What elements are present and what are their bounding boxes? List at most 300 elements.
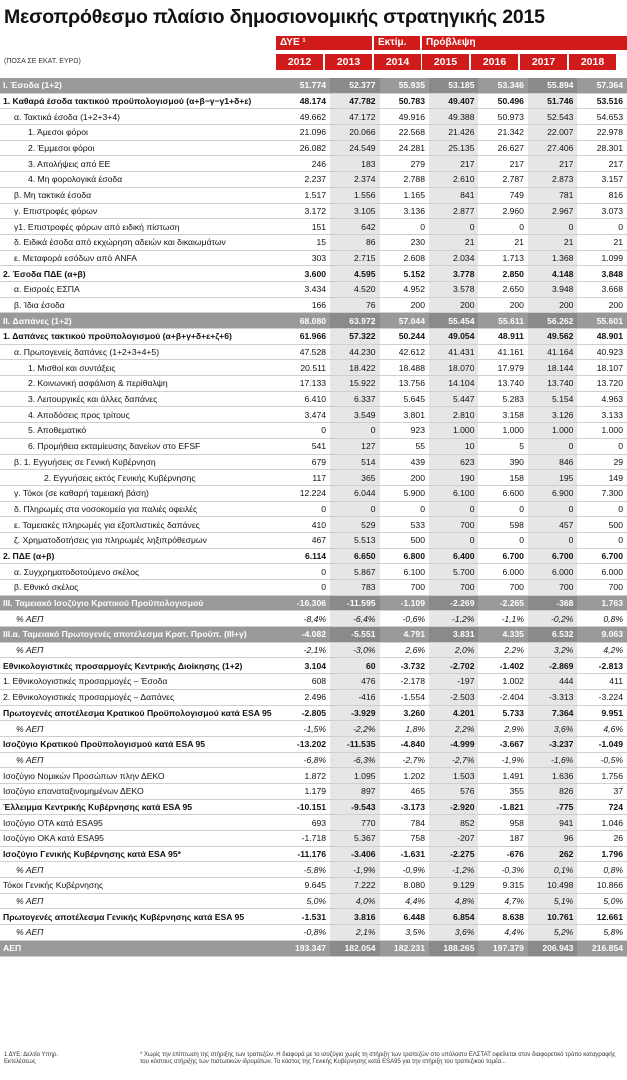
cell-2012: -10.151 xyxy=(281,799,330,815)
cell-2016: 158 xyxy=(478,470,527,486)
cell-2018: -0,5% xyxy=(577,752,627,768)
cell-2018: 22.978 xyxy=(577,125,627,141)
cell-2018: 37 xyxy=(577,783,627,799)
cell-2013: 6.044 xyxy=(330,485,379,501)
table-row xyxy=(0,391,627,407)
cell-2014: 279 xyxy=(380,156,429,172)
cell-2013: 476 xyxy=(330,674,379,690)
cell-2014: 3.136 xyxy=(380,203,429,219)
cell-2012: -11.176 xyxy=(281,846,330,862)
cell-2018: 6.700 xyxy=(577,548,627,564)
row-label: 2. Εγγυήσεις εκτός Γενικής Κυβέρνησης xyxy=(0,470,281,486)
cell-2014: 1.202 xyxy=(380,768,429,784)
cell-2013: -11.595 xyxy=(330,595,379,611)
cell-2017: 6.532 xyxy=(528,627,577,643)
cell-2018: 3.848 xyxy=(577,266,627,282)
cell-2017: 52.543 xyxy=(528,109,577,125)
row-label: 2. Κοινωνική ασφάλιση & περίθαλψη xyxy=(0,376,281,392)
cell-2017: -368 xyxy=(528,595,577,611)
cell-2018: 0 xyxy=(577,438,627,454)
cell-2012: 151 xyxy=(281,219,330,235)
cell-2015: 49.388 xyxy=(429,109,478,125)
cell-2018: 0 xyxy=(577,219,627,235)
cell-2012: 1.872 xyxy=(281,768,330,784)
row-label: δ. Πληρωμές στα νοσοκομεία για παλιές οφειλές xyxy=(0,501,281,517)
cell-2013: 897 xyxy=(330,783,379,799)
row-label: Έλλειμμα Κεντρικής Κυβέρνησης κατά ESA 95 xyxy=(0,799,281,815)
cell-2014: 24.281 xyxy=(380,140,429,156)
cell-2018: 816 xyxy=(577,187,627,203)
cell-2016: -1.821 xyxy=(478,799,527,815)
cell-2016: 1.000 xyxy=(478,423,527,439)
cell-2013: 76 xyxy=(330,297,379,313)
cell-2015: 5.447 xyxy=(429,391,478,407)
cell-2015: 4,8% xyxy=(429,893,478,909)
table-row xyxy=(0,219,627,235)
cell-2017: -2.869 xyxy=(528,658,577,674)
cell-2018: 4,2% xyxy=(577,642,627,658)
cell-2014: 57.044 xyxy=(380,313,429,329)
cell-2012: 246 xyxy=(281,156,330,172)
cell-2015: 3.831 xyxy=(429,627,478,643)
cell-2016: 50.973 xyxy=(478,109,527,125)
cell-2016: 17.979 xyxy=(478,360,527,376)
cell-2018: 1.763 xyxy=(577,595,627,611)
cell-2015: 1.503 xyxy=(429,768,478,784)
cell-2018: 724 xyxy=(577,799,627,815)
cell-2016: 2.787 xyxy=(478,172,527,188)
table-row xyxy=(0,846,627,862)
cell-2015: 3,6% xyxy=(429,925,478,941)
cell-2018: 1.046 xyxy=(577,815,627,831)
table-row xyxy=(0,266,627,282)
row-label: % ΑΕΠ xyxy=(0,642,281,658)
cell-2015: -1,2% xyxy=(429,611,478,627)
cell-2012: 3.434 xyxy=(281,281,330,297)
group-header-dye: ΔΥΕ ¹ xyxy=(276,36,372,50)
cell-2016: 21.342 xyxy=(478,125,527,141)
cell-2015: -2.503 xyxy=(429,689,478,705)
cell-2016: 48.911 xyxy=(478,329,527,345)
year-header-2015: 2015 xyxy=(422,54,469,70)
table-row xyxy=(0,893,627,909)
cell-2013: 3.816 xyxy=(330,909,379,925)
table-row xyxy=(0,909,627,925)
cell-2018: -2.813 xyxy=(577,658,627,674)
cell-2013: 60 xyxy=(330,658,379,674)
cell-2016: 50.496 xyxy=(478,93,527,109)
cell-2018: 700 xyxy=(577,580,627,596)
cell-2012: -1.531 xyxy=(281,909,330,925)
cell-2012: 0 xyxy=(281,580,330,596)
cell-2017: 5,1% xyxy=(528,893,577,909)
cell-2015: 55.454 xyxy=(429,313,478,329)
cell-2015: 623 xyxy=(429,454,478,470)
cell-2018: 12.661 xyxy=(577,909,627,925)
cell-2013: -9.543 xyxy=(330,799,379,815)
cell-2016: -1,9% xyxy=(478,752,527,768)
cell-2017: 56.262 xyxy=(528,313,577,329)
cell-2013: 183 xyxy=(330,156,379,172)
cell-2016: 2.960 xyxy=(478,203,527,219)
table-row xyxy=(0,172,627,188)
cell-2017: 457 xyxy=(528,517,577,533)
cell-2015: 25.135 xyxy=(429,140,478,156)
cell-2014: -2.178 xyxy=(380,674,429,690)
table-row xyxy=(0,501,627,517)
cell-2015: 49.054 xyxy=(429,329,478,345)
cell-2016: 53.346 xyxy=(478,78,527,93)
cell-2014: 18.488 xyxy=(380,360,429,376)
cell-2013: -3,0% xyxy=(330,642,379,658)
row-label: Ισοζύγιο ΟΤΑ κατά ESA95 xyxy=(0,815,281,831)
cell-2017: 18.144 xyxy=(528,360,577,376)
cell-2015: -2.920 xyxy=(429,799,478,815)
cell-2012: 6.410 xyxy=(281,391,330,407)
cell-2012: 2.237 xyxy=(281,172,330,188)
cell-2014: 700 xyxy=(380,580,429,596)
cell-2013: 4.520 xyxy=(330,281,379,297)
cell-2018: 54.653 xyxy=(577,109,627,125)
cell-2018: 9.063 xyxy=(577,627,627,643)
cell-2012: 3.104 xyxy=(281,658,330,674)
cell-2016: -1,1% xyxy=(478,611,527,627)
cell-2013: -11.535 xyxy=(330,736,379,752)
cell-2015: 6.400 xyxy=(429,548,478,564)
cell-2016: -1.402 xyxy=(478,658,527,674)
table-row xyxy=(0,140,627,156)
cell-2012: 679 xyxy=(281,454,330,470)
cell-2017: -775 xyxy=(528,799,577,815)
cell-2015: -207 xyxy=(429,831,478,847)
units-label: (ΠΟΣΑ ΣΕ ΕΚΑΤ. ΕΥΡΩ) xyxy=(4,58,81,65)
cell-2015: 21.426 xyxy=(429,125,478,141)
year-header-2013: 2013 xyxy=(325,54,372,70)
cell-2014: 4.791 xyxy=(380,627,429,643)
cell-2015: -2,7% xyxy=(429,752,478,768)
cell-2013: 2,1% xyxy=(330,925,379,941)
cell-2016: -2.404 xyxy=(478,689,527,705)
cell-2017: 195 xyxy=(528,470,577,486)
cell-2016: 6.600 xyxy=(478,485,527,501)
row-label: 5. Αποθεματικό xyxy=(0,423,281,439)
cell-2017: 206.943 xyxy=(528,940,577,956)
cell-2013: 52.377 xyxy=(330,78,379,93)
table-row xyxy=(0,470,627,486)
cell-2018: 411 xyxy=(577,674,627,690)
year-header-2016: 2016 xyxy=(471,54,518,70)
cell-2017: 6.700 xyxy=(528,548,577,564)
cell-2017: 781 xyxy=(528,187,577,203)
year-header-2014: 2014 xyxy=(374,54,421,70)
cell-2018: 6.000 xyxy=(577,564,627,580)
cell-2017: 217 xyxy=(528,156,577,172)
cell-2018: 9.951 xyxy=(577,705,627,721)
cell-2014: 50.783 xyxy=(380,93,429,109)
table-row xyxy=(0,925,627,941)
cell-2018: 3.157 xyxy=(577,172,627,188)
cell-2018: 5,8% xyxy=(577,925,627,941)
cell-2017: 21 xyxy=(528,234,577,250)
cell-2016: 2.650 xyxy=(478,281,527,297)
row-label: 2. Έσοδα ΠΔΕ (α+β) xyxy=(0,266,281,282)
cell-2018: 1.000 xyxy=(577,423,627,439)
table-row xyxy=(0,752,627,768)
cell-2015: 1.000 xyxy=(429,423,478,439)
cell-2014: -1.109 xyxy=(380,595,429,611)
cell-2014: -1.631 xyxy=(380,846,429,862)
cell-2016: 958 xyxy=(478,815,527,831)
row-label: β. Ίδια έσοδα xyxy=(0,297,281,313)
cell-2014: 465 xyxy=(380,783,429,799)
table-row xyxy=(0,297,627,313)
cell-2017: 51.746 xyxy=(528,93,577,109)
cell-2016: 6.000 xyxy=(478,564,527,580)
cell-2017: 10.498 xyxy=(528,878,577,894)
cell-2018: 53.516 xyxy=(577,93,627,109)
table-row xyxy=(0,940,627,956)
group-header-forecast: Πρόβλεψη xyxy=(422,36,627,50)
cell-2018: 4,6% xyxy=(577,721,627,737)
cell-2015: 852 xyxy=(429,815,478,831)
row-label: α. Τακτικά έσοδα (1+2+3+4) xyxy=(0,109,281,125)
cell-2012: -16.306 xyxy=(281,595,330,611)
table-row xyxy=(0,250,627,266)
table-row xyxy=(0,313,627,329)
cell-2016: 749 xyxy=(478,187,527,203)
cell-2016: 4.335 xyxy=(478,627,527,643)
cell-2014: 2.788 xyxy=(380,172,429,188)
cell-2015: 3.578 xyxy=(429,281,478,297)
row-label: 1. Εθνικολογιστικές προσαρμογές – Έσοδα xyxy=(0,674,281,690)
cell-2017: -3.313 xyxy=(528,689,577,705)
cell-2013: 0 xyxy=(330,501,379,517)
cell-2013: -416 xyxy=(330,689,379,705)
cell-2018: 55.601 xyxy=(577,313,627,329)
cell-2017: 2.873 xyxy=(528,172,577,188)
cell-2018: 216.854 xyxy=(577,940,627,956)
row-label: δ. Ειδικά έσοδα από εκχώρηση αδειών και δικαιωμάτων xyxy=(0,234,281,250)
cell-2013: 44.230 xyxy=(330,344,379,360)
cell-2015: 2,0% xyxy=(429,642,478,658)
cell-2015: 49.407 xyxy=(429,93,478,109)
cell-2018: 200 xyxy=(577,297,627,313)
cell-2012: 9.645 xyxy=(281,878,330,894)
cell-2017: 6.900 xyxy=(528,485,577,501)
cell-2017: 3,6% xyxy=(528,721,577,737)
table-row xyxy=(0,454,627,470)
row-label: β. Εθνικό σκέλος xyxy=(0,580,281,596)
cell-2015: -2.702 xyxy=(429,658,478,674)
cell-2016: 187 xyxy=(478,831,527,847)
cell-2012: 3.172 xyxy=(281,203,330,219)
table-row xyxy=(0,548,627,564)
row-label: 2. Έμμεσοι φόροι xyxy=(0,140,281,156)
table-row xyxy=(0,878,627,894)
row-label: I. Έσοδα (1+2) xyxy=(0,78,281,93)
table-row xyxy=(0,281,627,297)
cell-2013: 1.556 xyxy=(330,187,379,203)
cell-2017: 262 xyxy=(528,846,577,862)
cell-2012: 47.528 xyxy=(281,344,330,360)
cell-2015: 4.201 xyxy=(429,705,478,721)
cell-2017: 96 xyxy=(528,831,577,847)
table-row xyxy=(0,376,627,392)
cell-2016: 1.713 xyxy=(478,250,527,266)
row-label: Εθνικολογιστικές προσαρμογές Κεντρικής Διοίκησης (1+2) xyxy=(0,658,281,674)
table-row xyxy=(0,93,627,109)
cell-2014: 200 xyxy=(380,470,429,486)
cell-2016: 26.627 xyxy=(478,140,527,156)
cell-2016: 9.315 xyxy=(478,878,527,894)
cell-2012: 117 xyxy=(281,470,330,486)
cell-2013: -5.551 xyxy=(330,627,379,643)
cell-2014: 55.935 xyxy=(380,78,429,93)
cell-2015: 18.070 xyxy=(429,360,478,376)
cell-2014: 2,6% xyxy=(380,642,429,658)
cell-2018: 13.720 xyxy=(577,376,627,392)
cell-2017: 5.154 xyxy=(528,391,577,407)
cell-2014: 6.448 xyxy=(380,909,429,925)
cell-2016: 0 xyxy=(478,219,527,235)
cell-2016: -2.265 xyxy=(478,595,527,611)
cell-2014: 500 xyxy=(380,532,429,548)
cell-2012: 541 xyxy=(281,438,330,454)
row-label: 1. Μισθοί και συντάξεις xyxy=(0,360,281,376)
cell-2012: -2,1% xyxy=(281,642,330,658)
cell-2014: 55 xyxy=(380,438,429,454)
cell-2014: 200 xyxy=(380,297,429,313)
row-label: 3. Λειτουργικές και άλλες δαπάνες xyxy=(0,391,281,407)
cell-2017: 10.761 xyxy=(528,909,577,925)
cell-2013: -2,2% xyxy=(330,721,379,737)
row-label: 4. Μη φορολογικά έσοδα xyxy=(0,172,281,188)
cell-2013: 4.595 xyxy=(330,266,379,282)
cell-2018: 48.901 xyxy=(577,329,627,345)
cell-2017: 5,2% xyxy=(528,925,577,941)
year-header-2012: 2012 xyxy=(276,54,323,70)
table-row xyxy=(0,642,627,658)
cell-2016: 4,4% xyxy=(478,925,527,941)
table-row xyxy=(0,517,627,533)
cell-2013: 127 xyxy=(330,438,379,454)
fiscal-table xyxy=(0,78,627,957)
table-row xyxy=(0,407,627,423)
cell-2018: 29 xyxy=(577,454,627,470)
table-row xyxy=(0,532,627,548)
cell-2016: 13.740 xyxy=(478,376,527,392)
cell-2012: 5,0% xyxy=(281,893,330,909)
row-label: % ΑΕΠ xyxy=(0,752,281,768)
cell-2013: 47.172 xyxy=(330,109,379,125)
cell-2016: 700 xyxy=(478,580,527,596)
cell-2013: -6,4% xyxy=(330,611,379,627)
cell-2015: 700 xyxy=(429,517,478,533)
cell-2013: 783 xyxy=(330,580,379,596)
cell-2017: -1,6% xyxy=(528,752,577,768)
cell-2012: 61.966 xyxy=(281,329,330,345)
cell-2014: 42.612 xyxy=(380,344,429,360)
cell-2014: 758 xyxy=(380,831,429,847)
cell-2013: 2.374 xyxy=(330,172,379,188)
row-label: % ΑΕΠ xyxy=(0,862,281,878)
cell-2016: 5.733 xyxy=(478,705,527,721)
row-label: Ισοζύγιο Κρατικού Προϋπολογισμού κατά ESA 95 xyxy=(0,736,281,752)
cell-2017: 7.364 xyxy=(528,705,577,721)
cell-2013: 1.095 xyxy=(330,768,379,784)
cell-2017: 3.948 xyxy=(528,281,577,297)
cell-2016: 3.158 xyxy=(478,407,527,423)
cell-2015: 2.610 xyxy=(429,172,478,188)
table-row xyxy=(0,815,627,831)
cell-2015: 2.877 xyxy=(429,203,478,219)
row-label: 3. Απολήψεις από ΕΕ xyxy=(0,156,281,172)
row-label: Ισοζύγιο επαναταξινομημένων ΔΕΚΟ xyxy=(0,783,281,799)
cell-2018: -3.224 xyxy=(577,689,627,705)
cell-2017: 200 xyxy=(528,297,577,313)
row-label: α. Πρωτογενείς δαπάνες (1+2+3+4+5) xyxy=(0,344,281,360)
cell-2013: 5.867 xyxy=(330,564,379,580)
row-label: III.α. Ταμειακό Πρωτογενές αποτέλεσμα Κρατ. Προϋπ. (III+γ) xyxy=(0,627,281,643)
cell-2012: -6,8% xyxy=(281,752,330,768)
year-header-2017: 2017 xyxy=(520,54,567,70)
row-label: γ. Επιστροφές φόρων xyxy=(0,203,281,219)
row-label: ε. Μεταφορά εσόδων από ANFA xyxy=(0,250,281,266)
cell-2013: -6,3% xyxy=(330,752,379,768)
cell-2014: -1.554 xyxy=(380,689,429,705)
cell-2014: 5.645 xyxy=(380,391,429,407)
cell-2018: 40.923 xyxy=(577,344,627,360)
cell-2017: 0,1% xyxy=(528,862,577,878)
cell-2012: 15 xyxy=(281,234,330,250)
cell-2015: 841 xyxy=(429,187,478,203)
table-row xyxy=(0,611,627,627)
cell-2012: 6.114 xyxy=(281,548,330,564)
table-row xyxy=(0,689,627,705)
cell-2018: 4.963 xyxy=(577,391,627,407)
cell-2012: 608 xyxy=(281,674,330,690)
cell-2014: 182.231 xyxy=(380,940,429,956)
cell-2016: 5.283 xyxy=(478,391,527,407)
cell-2014: 6.800 xyxy=(380,548,429,564)
cell-2014: 6.100 xyxy=(380,564,429,580)
cell-2018: 10.866 xyxy=(577,878,627,894)
cell-2012: -1.718 xyxy=(281,831,330,847)
row-label: β. Μη τακτικά έσοδα xyxy=(0,187,281,203)
cell-2016: 1.491 xyxy=(478,768,527,784)
cell-2014: 5.900 xyxy=(380,485,429,501)
cell-2015: 188.265 xyxy=(429,940,478,956)
cell-2013: 514 xyxy=(330,454,379,470)
row-label: III. Ταμειακό Ισοζύγιο Κρατικού Προϋπολογισμού xyxy=(0,595,281,611)
cell-2012: 51.774 xyxy=(281,78,330,93)
cell-2016: 55.611 xyxy=(478,313,527,329)
cell-2017: 826 xyxy=(528,783,577,799)
cell-2013: 86 xyxy=(330,234,379,250)
cell-2016: 6.700 xyxy=(478,548,527,564)
cell-2012: -2.805 xyxy=(281,705,330,721)
table-row xyxy=(0,799,627,815)
fiscal-table-body xyxy=(0,78,627,956)
cell-2015: 21 xyxy=(429,234,478,250)
cell-2014: 533 xyxy=(380,517,429,533)
cell-2015: 0 xyxy=(429,219,478,235)
cell-2015: 6.100 xyxy=(429,485,478,501)
cell-2015: 9.129 xyxy=(429,878,478,894)
row-label: % ΑΕΠ xyxy=(0,721,281,737)
cell-2018: 149 xyxy=(577,470,627,486)
cell-2014: 784 xyxy=(380,815,429,831)
